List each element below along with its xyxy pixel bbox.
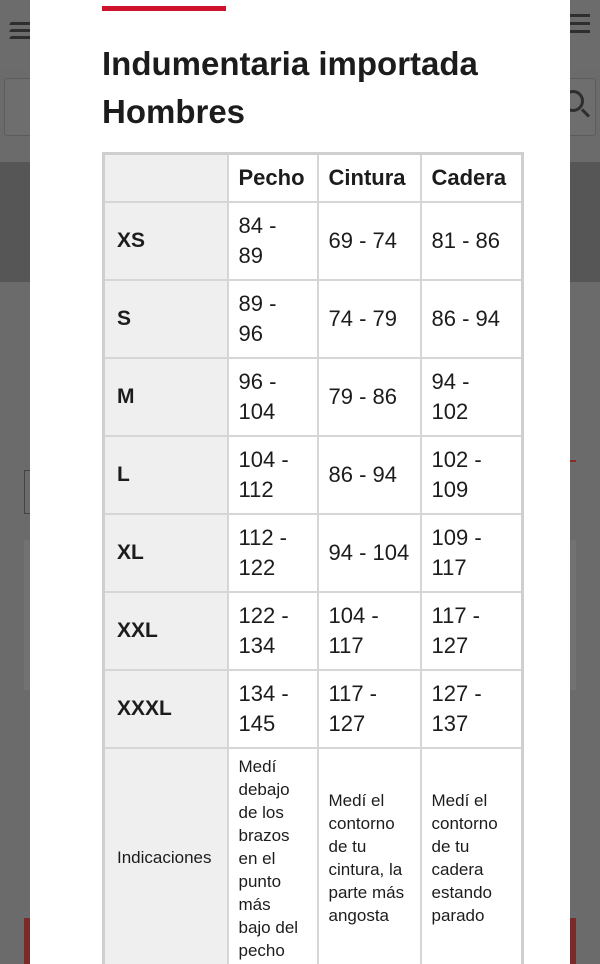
pecho-cell: 122 - 134 xyxy=(228,592,318,670)
header-corner xyxy=(104,154,228,202)
pecho-cell: 112 - 122 xyxy=(228,514,318,592)
table-row xyxy=(104,358,523,436)
table-row xyxy=(104,436,523,514)
header-cadera: Cadera xyxy=(421,154,523,202)
cadera-cell: 102 - 109 xyxy=(421,436,523,514)
cadera-cell: 117 - 127 xyxy=(421,592,523,670)
table-row xyxy=(104,280,523,358)
instructions-row xyxy=(104,748,523,964)
size-guide-modal xyxy=(30,0,570,964)
table-row xyxy=(104,670,523,748)
table-row xyxy=(104,202,523,280)
pecho-instruction: Medí debajo de los brazos en el punto más bajo del pecho xyxy=(228,748,318,964)
cintura-cell: 79 - 86 xyxy=(318,358,421,436)
cintura-cell: 94 - 104 xyxy=(318,514,421,592)
pecho-cell: 84 - 89 xyxy=(228,202,318,280)
table-row xyxy=(104,592,523,670)
size-label: L xyxy=(104,436,228,514)
size-label: XS xyxy=(104,202,228,280)
cintura-cell: 69 - 74 xyxy=(318,202,421,280)
size-label: M xyxy=(104,358,228,436)
header-cintura: Cintura xyxy=(318,154,421,202)
cadera-cell: 81 - 86 xyxy=(421,202,523,280)
modal-title: Indumentaria importada Hombres xyxy=(102,45,478,130)
cadera-instruction: Medí el contorno de tu cadera estando parado xyxy=(421,748,523,964)
cadera-cell: 94 - 102 xyxy=(421,358,523,436)
table-row xyxy=(104,514,523,592)
cadera-cell: 127 - 137 xyxy=(421,670,523,748)
menu-icon[interactable] xyxy=(568,14,590,34)
cadera-cell: 109 - 117 xyxy=(421,514,523,592)
size-table xyxy=(102,152,524,964)
size-label: S xyxy=(104,280,228,358)
pecho-cell: 134 - 145 xyxy=(228,670,318,748)
header-pecho: Pecho xyxy=(228,154,318,202)
cadera-cell: 86 - 94 xyxy=(421,280,523,358)
size-label: XL xyxy=(104,514,228,592)
table-header-row xyxy=(104,154,523,202)
pecho-cell: 89 - 96 xyxy=(228,280,318,358)
pecho-cell: 96 - 104 xyxy=(228,358,318,436)
cintura-cell: 117 - 127 xyxy=(318,670,421,748)
cintura-cell: 74 - 79 xyxy=(318,280,421,358)
instructions-label: Indicaciones xyxy=(104,748,228,964)
pecho-cell: 104 - 112 xyxy=(228,436,318,514)
cintura-instruction: Medí el contorno de tu cintura, la parte más angosta xyxy=(318,748,421,964)
size-label: XXL xyxy=(104,592,228,670)
cintura-cell: 104 - 117 xyxy=(318,592,421,670)
size-label: XXXL xyxy=(104,670,228,748)
title-accent-bar xyxy=(102,6,226,11)
cintura-cell: 86 - 94 xyxy=(318,436,421,514)
